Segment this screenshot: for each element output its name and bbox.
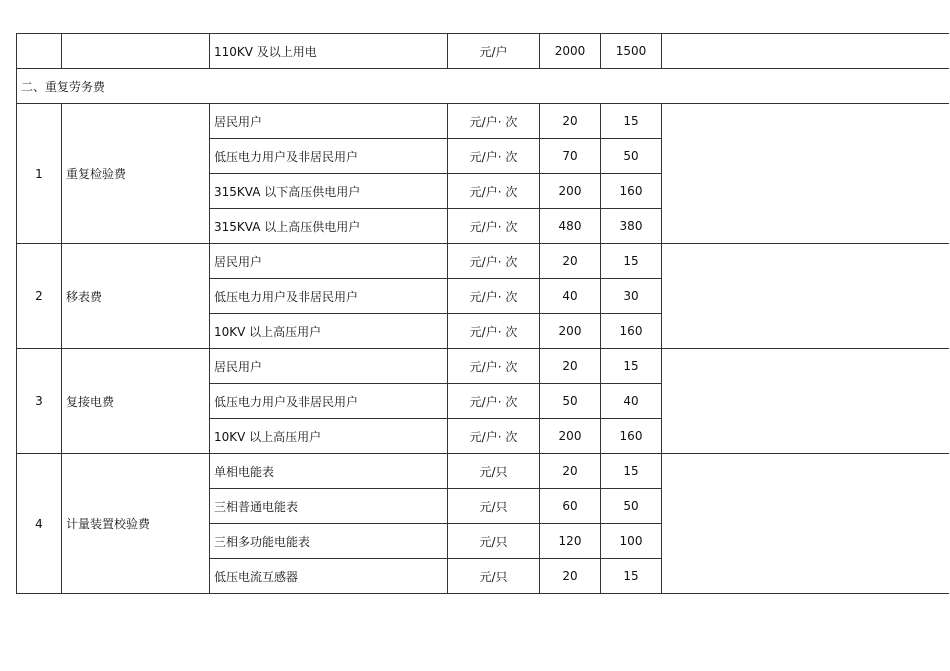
value-cell-2: 160 — [601, 314, 662, 349]
value-cell-2: 160 — [601, 174, 662, 209]
value-cell-2: 15 — [601, 454, 662, 489]
item-cell: 居民用户 — [210, 349, 448, 384]
unit-cell: 元/户· 次 — [448, 314, 540, 349]
group-number: 3 — [17, 349, 62, 454]
unit-cell: 元/只 — [448, 524, 540, 559]
group-name: 移表费 — [62, 244, 210, 349]
unit-cell: 元/只 — [448, 559, 540, 594]
name-cell — [62, 34, 210, 69]
group-name: 重复检验费 — [62, 104, 210, 244]
table-row — [17, 454, 949, 489]
value-cell-2: 15 — [601, 559, 662, 594]
section-title: 二、重复劳务费 — [17, 69, 949, 104]
group-name: 复接电费 — [62, 349, 210, 454]
value-cell-1: 480 — [540, 209, 601, 244]
value-cell-1: 20 — [540, 559, 601, 594]
unit-cell: 元/户· 次 — [448, 104, 540, 139]
value-cell-1: 200 — [540, 314, 601, 349]
value-cell-2: 50 — [601, 489, 662, 524]
unit-cell: 元/户· 次 — [448, 174, 540, 209]
item-cell: 单相电能表 — [210, 454, 448, 489]
item-cell: 低压电力用户及非居民用户 — [210, 384, 448, 419]
item-cell: 三相多功能电能表 — [210, 524, 448, 559]
group-number: 1 — [17, 104, 62, 244]
unit-cell: 元/户· 次 — [448, 139, 540, 174]
blank-cell — [662, 34, 949, 69]
unit-cell: 元/户· 次 — [448, 279, 540, 314]
value-cell-1: 20 — [540, 349, 601, 384]
table-row — [17, 104, 949, 139]
item-cell: 10KV 以上高压用户 — [210, 314, 448, 349]
item-cell: 低压电力用户及非居民用户 — [210, 279, 448, 314]
item-cell: 10KV 以上高压用户 — [210, 419, 448, 454]
item-cell: 居民用户 — [210, 244, 448, 279]
value-cell-2: 100 — [601, 524, 662, 559]
value-cell-2: 15 — [601, 349, 662, 384]
unit-cell: 元/户· 次 — [448, 349, 540, 384]
group-number: 4 — [17, 454, 62, 594]
group-number: 2 — [17, 244, 62, 349]
item-cell: 低压电力用户及非居民用户 — [210, 139, 448, 174]
value-cell-1: 20 — [540, 104, 601, 139]
value-cell-1: 40 — [540, 279, 601, 314]
value-cell-2: 15 — [601, 104, 662, 139]
value-cell-2: 40 — [601, 384, 662, 419]
value-cell-2: 380 — [601, 209, 662, 244]
value-cell-1: 70 — [540, 139, 601, 174]
group-name: 计量装置校验费 — [62, 454, 210, 594]
value-cell-2: 15 — [601, 244, 662, 279]
blank-cell — [662, 349, 949, 454]
value-cell-1: 2000 — [540, 34, 601, 69]
blank-cell — [662, 104, 949, 244]
unit-cell: 元/只 — [448, 454, 540, 489]
value-cell-1: 20 — [540, 244, 601, 279]
table-row — [17, 34, 949, 69]
blank-cell — [662, 454, 949, 594]
value-cell-2: 160 — [601, 419, 662, 454]
no-cell — [17, 34, 62, 69]
value-cell-2: 1500 — [601, 34, 662, 69]
value-cell-2: 30 — [601, 279, 662, 314]
value-cell-1: 60 — [540, 489, 601, 524]
value-cell-1: 20 — [540, 454, 601, 489]
unit-cell: 元/户· 次 — [448, 244, 540, 279]
item-cell: 315KVA 以下高压供电用户 — [210, 174, 448, 209]
unit-cell: 元/户 — [448, 34, 540, 69]
table-row — [17, 244, 949, 279]
fee-table — [16, 33, 949, 594]
blank-cell — [662, 244, 949, 349]
value-cell-1: 200 — [540, 174, 601, 209]
item-cell: 315KVA 以上高压供电用户 — [210, 209, 448, 244]
table-row — [17, 349, 949, 384]
unit-cell: 元/只 — [448, 489, 540, 524]
value-cell-2: 50 — [601, 139, 662, 174]
item-cell: 三相普通电能表 — [210, 489, 448, 524]
section-row — [17, 69, 949, 104]
value-cell-1: 120 — [540, 524, 601, 559]
unit-cell: 元/户· 次 — [448, 384, 540, 419]
item-cell: 低压电流互感器 — [210, 559, 448, 594]
unit-cell: 元/户· 次 — [448, 209, 540, 244]
unit-cell: 元/户· 次 — [448, 419, 540, 454]
value-cell-1: 200 — [540, 419, 601, 454]
item-cell: 居民用户 — [210, 104, 448, 139]
item-cell: 110KV 及以上用电 — [210, 34, 448, 69]
value-cell-1: 50 — [540, 384, 601, 419]
